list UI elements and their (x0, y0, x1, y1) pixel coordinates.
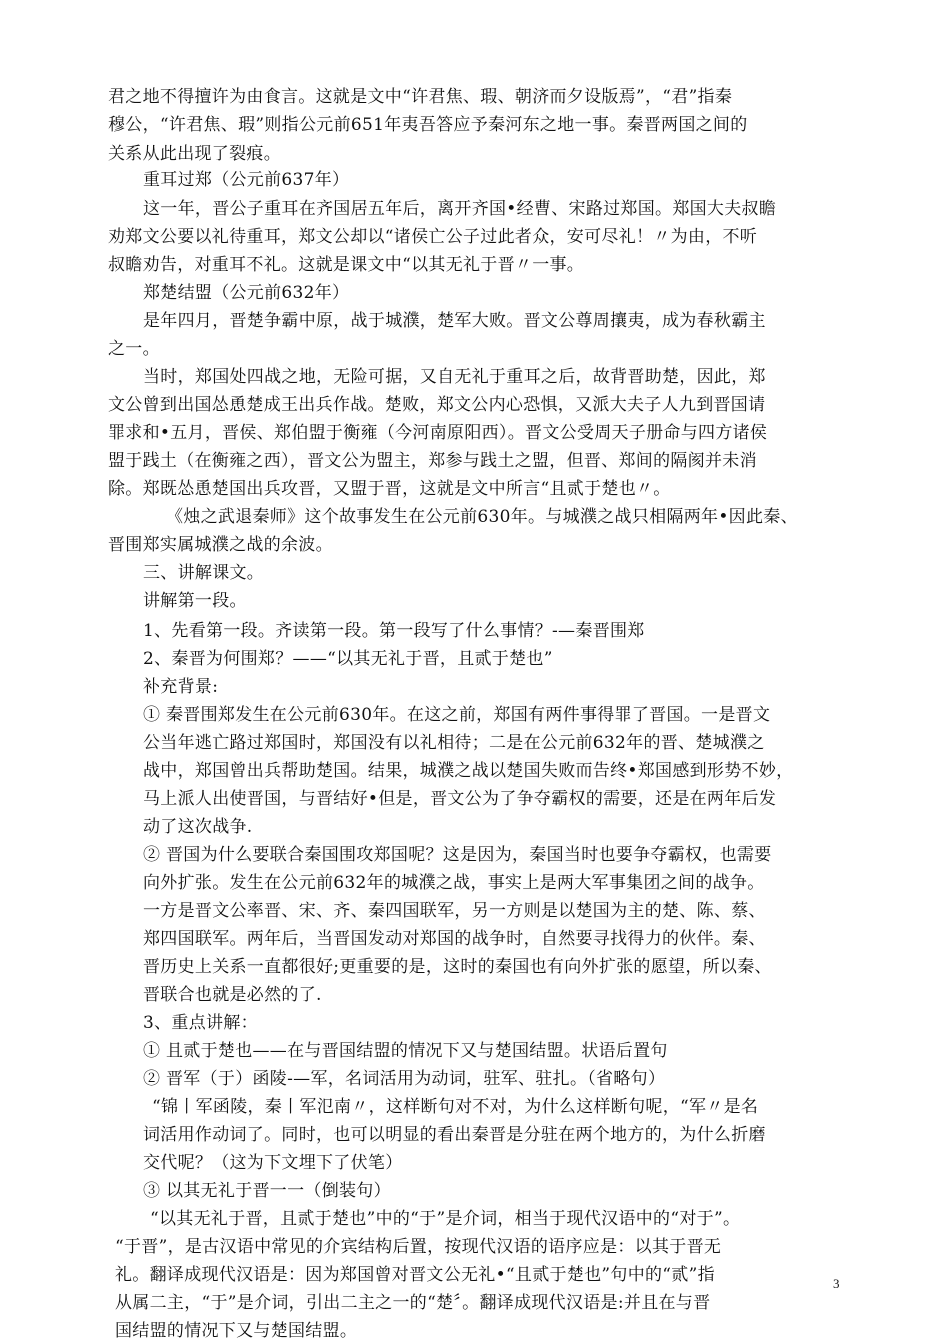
text-line: 之一。 (108, 339, 160, 359)
text-line: ② 晋国为什么要联合秦国围攻郑国呢？这是因为，秦国当时也要争夺霸权，也需要 (143, 845, 772, 865)
text-line: 动了这次战争. (143, 817, 253, 837)
text-line: 礼。翻译成现代汉语是：因为郑国曾对晋文公无礼•“且贰于楚也”句中的“贰”指 (115, 1265, 715, 1285)
text-line: 《烛之武退秦师》这个故事发生在公元前630年。与城濮之战只相隔两年•因此秦、 (166, 507, 798, 527)
text-line: 1、先看第一段。齐读第一段。第一段写了什么事情？-—秦晋围郑 (143, 621, 645, 641)
text-line: ① 秦晋围郑发生在公元前630年。在这之前，郑国有两件事得罪了晋国。一是晋文 (143, 705, 771, 725)
text-line: 当时，郑国处四战之地，无险可据，又自无礼于重耳之后，故背晋助楚，因此，郑 (143, 367, 766, 387)
text-line: 2、秦晋为何围郑？——“以其无礼于晋，且贰于楚也” (143, 649, 553, 669)
text-line: 穆公，“许君焦、瑕”则指公元前651年夷吾答应予秦河东之地一事。秦晋两国之间的 (108, 115, 748, 135)
text-line: 这一年，晋公子重耳在齐国居五年后，离开齐国•经曹、宋路过郑国。郑国大夫叔瞻 (143, 199, 777, 219)
text-line: ③ 以其无礼于晋一一（倒装句） (143, 1181, 391, 1201)
text-line: 文公曾到出国怂恿楚成王出兵作战。楚败，郑文公内心恐惧，又派大夫子人九到晋国请 (108, 395, 766, 415)
text-line: 向外扩张。发生在公元前632年的城濮之战，事实上是两大军事集团之间的战争。 (143, 873, 765, 893)
text-line: ② 晋军（于）函陵-—军，名词活用为动词，驻军、驻扎。（省略句） (143, 1069, 666, 1089)
section-heading: 重耳过郑（公元前637年） (143, 170, 350, 190)
text-line: 战中，郑国曾出兵帮助楚国。结果，城濮之战以楚国失败而告终•郑国感到形势不妙， (143, 761, 794, 781)
text-line: 晋历史上关系一直都很好;更重要的是，这时的秦国也有向外扩张的愿望，所以秦、 (143, 957, 772, 977)
text-line: 从属二主，“于”是介词，引出二主之一的“楚〞。翻译成现代汉语是:并且在与晋 (115, 1293, 711, 1313)
text-line: 盟于践土（在衡雍之西），晋文公为盟主，郑参与践土之盟，但晋、郑间的隔阂并未消 (108, 451, 757, 471)
text-line: 除。郑既怂恿楚国出兵攻晋，又盟于晋，这就是文中所言“且贰于楚也〃。 (108, 479, 671, 499)
text-line: “以其无礼于晋，且贰于楚也”中的“于”是介词，相当于现代汉语中的“对于”。 (150, 1209, 741, 1229)
section-heading: 3、重点讲解： (143, 1013, 258, 1033)
text-line: 公当年逃亡路过郑国时，郑国没有以礼相待；二是在公元前632年的晋、楚城濮之 (143, 733, 765, 753)
text-line: 晋围郑实属城濮之战的余波。 (108, 535, 333, 555)
text-line: 郑四国联军。两年后，当晋国发动对郑国的战争时，自然要寻找得力的伙伴。秦、 (143, 929, 766, 949)
text-line: 马上派人出使晋国，与晋结好•但是，晋文公为了争夺霸权的需要，还是在两年后发 (143, 789, 777, 809)
text-line: “于晋”，是古汉语中常见的介宾结构后置，按现代汉语的语序应是：以其于晋无 (115, 1237, 722, 1257)
text-line: 交代呢？（这为下文埋下了伏笔） (143, 1153, 403, 1173)
text-line: 是年四月，晋楚争霸中原，战于城濮，楚军大败。晋文公尊周攘夷，成为春秋霸主 (143, 311, 766, 331)
text-line: 叔瞻劝告，对重耳不礼。这就是课文中“以其无礼于晋〃一事。 (108, 255, 585, 275)
section-heading: 郑楚结盟（公元前632年） (143, 283, 350, 303)
text-line: “锦丨军函陵，秦丨军氾南〃，这样断句对不对，为什么这样断句呢，“军〃是名 (152, 1097, 759, 1117)
text-line: 罪求和•五月，晋侯、郑伯盟于衡雍（今河南原阳西）。晋文公受周天子册命与四方诸侯 (108, 423, 768, 443)
text-line: 劝郑文公要以礼待重耳，郑文公却以“诸侯亡公子过此者众，安可尽礼！〃为由，不听 (108, 227, 758, 247)
text-line: 一方是晋文公率晋、宋、齐、秦四国联军，另一方则是以楚国为主的楚、陈、蔡、 (143, 901, 766, 921)
page-number: 3 (833, 1276, 840, 1291)
text-line: 关系从此出现了裂痕。 (108, 144, 281, 164)
section-heading: 三、讲解课文。 (143, 563, 265, 583)
text-line: 晋联合也就是必然的了. (143, 985, 322, 1005)
text-line: 补充背景: (143, 677, 219, 697)
text-line: 国结盟的情况下又与楚国结盟。 (115, 1321, 358, 1341)
text-line: 词活用作动词了。同时，也可以明显的看出秦晋是分驻在两个地方的，为什么折磨 (143, 1125, 766, 1145)
text-line: 君之地不得擅许为由食言。这就是文中“许君焦、瑕、朝济而夕设版焉”，“君”指秦 (108, 87, 733, 107)
section-heading: 讲解第一段。 (143, 591, 247, 611)
text-line: ① 且贰于楚也——在与晋国结盟的情况下又与楚国结盟。状语后置句 (143, 1041, 668, 1061)
